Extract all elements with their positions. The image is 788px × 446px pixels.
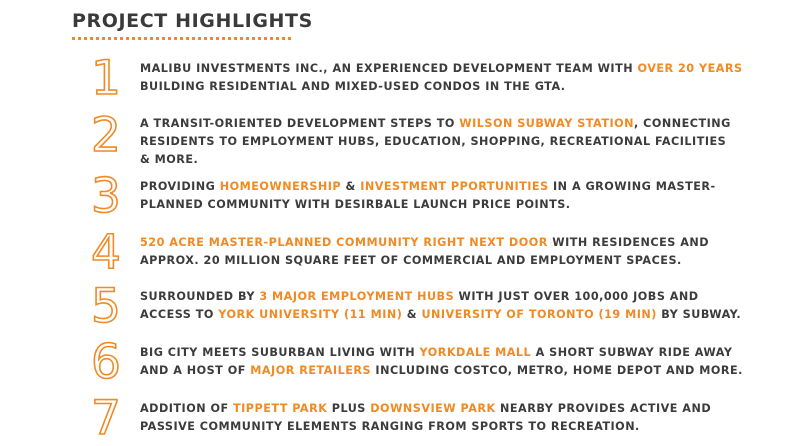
highlight-segment: , CONNECTING [634, 117, 731, 130]
highlight-segment: MALIBU INVESTMENTS INC., AN EXPERIENCED DEVELOPMENT TEAM WITH [140, 62, 638, 75]
highlight-line [140, 344, 780, 362]
title-underline [72, 37, 291, 40]
highlight-number: 6 [91, 335, 121, 390]
highlight-segment: BY SUBWAY. [656, 308, 742, 321]
highlight-line [140, 418, 780, 436]
highlight-emphasis: MAJOR RETAILERS [250, 364, 372, 377]
highlight-line [140, 115, 780, 133]
highlight-line [140, 78, 780, 96]
highlight-line [140, 60, 780, 78]
highlight-line [140, 234, 780, 252]
highlight-segment: NEARBY PROVIDES ACTIVE AND [495, 402, 712, 415]
highlight-line [140, 362, 780, 380]
highlight-line [140, 306, 780, 324]
highlight-text [140, 344, 780, 380]
highlight-text [140, 400, 780, 436]
highlight-number: 3 [91, 169, 121, 224]
highlight-number: 5 [91, 279, 121, 334]
highlight-segment: A TRANSIT-ORIENTED DEVELOPMENT STEPS TO [140, 117, 460, 130]
highlight-emphasis: 520 ACRE MASTER-PLANNED COMMUNITY RIGHT NEXT DOOR [140, 236, 548, 249]
highlight-text [140, 288, 780, 324]
highlight-line [140, 400, 780, 418]
highlight-number: 1 [91, 51, 121, 106]
highlight-emphasis: DOWNSVIEW PARK [370, 402, 496, 415]
highlight-segment: BIG CITY MEETS SUBURBAN LIVING WITH [140, 346, 420, 359]
highlight-line [140, 288, 780, 306]
highlight-emphasis: TIPPETT PARK [233, 402, 328, 415]
highlight-line [140, 252, 780, 270]
highlight-segment: & [341, 180, 361, 193]
highlight-segment: INCLUDING COSTCO, METRO, HOME DEPOT AND MORE. [371, 364, 743, 377]
highlight-line [140, 196, 780, 214]
highlight-segment: ADDITION OF [140, 402, 234, 415]
highlight-segment: AND A HOST OF [140, 364, 251, 377]
highlight-number: 7 [91, 391, 121, 446]
highlight-number: 2 [91, 108, 121, 163]
highlight-segment: PLUS [327, 402, 371, 415]
highlight-segment: ACCESS TO [140, 308, 219, 321]
highlight-text [140, 178, 780, 214]
highlight-emphasis: OVER 20 YEARS [637, 62, 743, 75]
highlight-emphasis: YORKDALE MALL [419, 346, 532, 359]
highlight-emphasis: UNIVERSITY OF TORONTO (19 MIN) [421, 308, 657, 321]
highlight-text [140, 115, 780, 169]
highlight-segment: PLANNED COMMUNITY WITH DESIRBALE LAUNCH PRICE POINTS. [140, 198, 571, 211]
highlight-segment: A SHORT SUBWAY RIDE AWAY [531, 346, 733, 359]
highlight-emphasis: HOMEOWNERSHIP [219, 180, 342, 193]
highlight-emphasis: YORK UNIVERSITY (11 MIN) [218, 308, 403, 321]
highlight-segment: WITH RESIDENCES AND [547, 236, 710, 249]
highlight-line [140, 133, 780, 151]
highlight-segment: PROVIDING [140, 180, 220, 193]
highlight-segment: APPROX. 20 MILLION SQUARE FEET OF COMMERCIAL AND EMPLOYMENT SPACES. [140, 254, 682, 267]
highlight-segment: BUILDING RESIDENTIAL AND MIXED-USED CONDOS IN THE GTA. [140, 80, 566, 93]
page-title: PROJECT HIGHLIGHTS [72, 10, 313, 32]
highlight-emphasis: 3 MAJOR EMPLOYMENT HUBS [259, 290, 455, 303]
highlight-segment: WITH JUST OVER 100,000 JOBS AND [454, 290, 699, 303]
highlight-emphasis: WILSON SUBWAY STATION [459, 117, 634, 130]
highlight-text [140, 234, 780, 270]
highlight-segment: RESIDENTS TO EMPLOYMENT HUBS, EDUCATION, SHOPPING, RECREATIONAL FACILITIES [140, 135, 727, 148]
highlight-line [140, 178, 780, 196]
highlight-line [140, 151, 780, 169]
highlight-emphasis: INVESTMENT PPORTUNITIES [360, 180, 549, 193]
highlight-segment: IN A GROWING MASTER- [548, 180, 716, 193]
highlight-segment: SURROUNDED BY [140, 290, 260, 303]
highlight-segment: & [402, 308, 422, 321]
highlight-segment: & MORE. [140, 153, 199, 166]
highlight-text [140, 60, 780, 96]
highlight-number: 4 [91, 225, 121, 280]
highlight-segment: PASSIVE COMMUNITY ELEMENTS RANGING FROM SPORTS TO RECREATION. [140, 420, 640, 433]
